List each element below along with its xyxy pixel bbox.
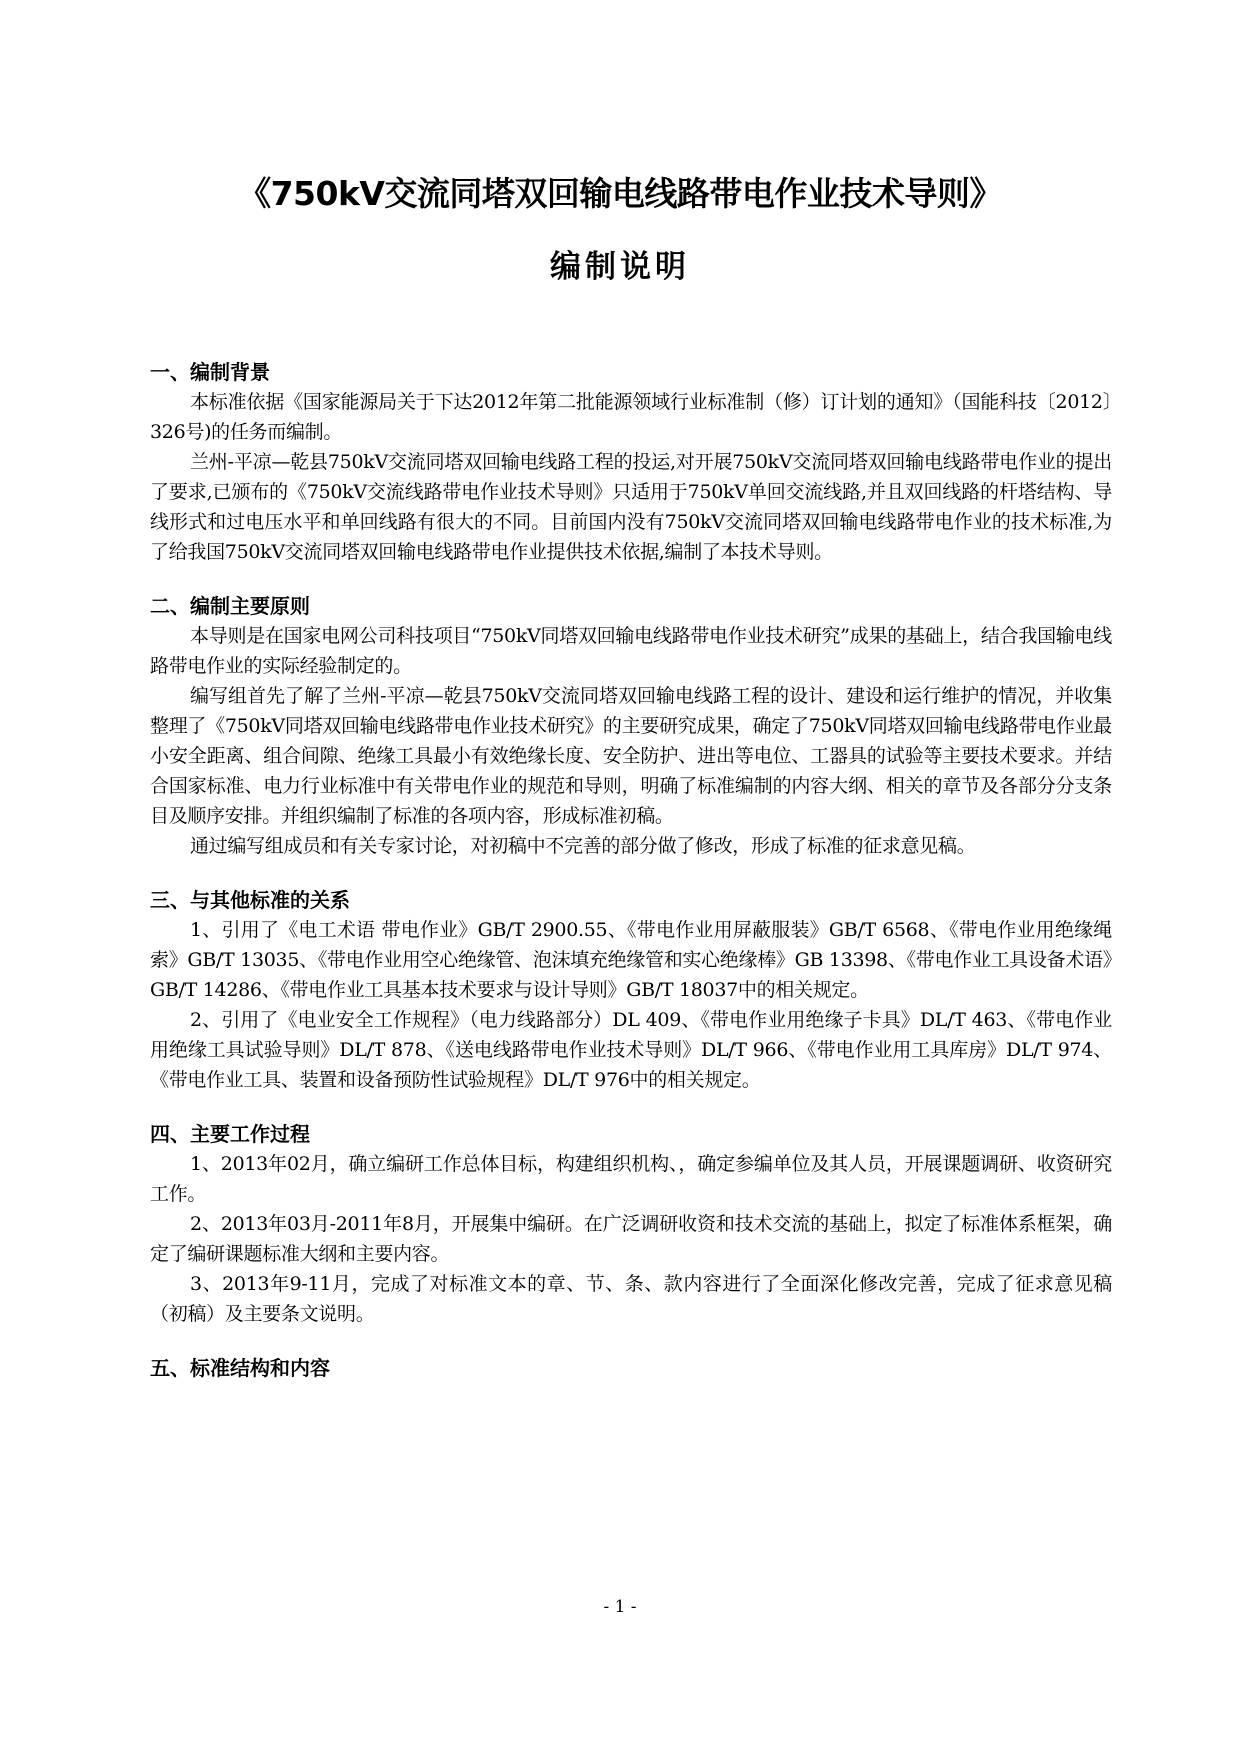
section-related-standards [150, 885, 1112, 1095]
document-body [150, 357, 1112, 1407]
paragraph: 本导则是在国家电网公司科技项目“750kV同塔双回输电线路带电作业技术研究”成果的基础上，结合我国输电线路带电作业的实际经验制定的。 [150, 625, 1112, 677]
section-heading: 四、主要工作过程 [150, 1122, 310, 1146]
document-subtitle: 编制说明 [550, 249, 690, 285]
section-heading: 一、编制背景 [150, 360, 270, 384]
paragraph: 1、2013年02月，确立编研工作总体目标，构建组织机构、，确定参编单位及其人员，开展课题调研、收资研究工作。 [150, 1153, 1112, 1205]
paragraph: 2、引用了《电业安全工作规程》（电力线路部分）DL 409、《带电作业用绝缘子卡具》DL/T 463、《带电作业用绝缘工具试验导则》DL/T 878、《送电线路带电作业技术导则》DL/T 966、《带电作业用工具库房》DL/T 974、《带电作业工具、装置和设备预防性试验规程》DL/T 976中的相关规定。 [150, 1009, 1112, 1091]
section-structure [150, 1353, 1112, 1383]
paragraph: 兰州-平凉—乾县750kV交流同塔双回输电线路工程的投运,对开展750kV交流同塔双回输电线路带电作业的提出了要求,已颁布的《750kV交流线路带电作业技术导则》只适用于750kV单回交流线路,并且双回线路的杆塔结构、导线形式和过电压水平和单回线路有很大的不同。目前国内没有750kV交流同塔双回输电线路带电作业的技术标准,为了给我国750kV交流同塔双回输电线路带电作业提供技术依据,编制了本技术导则。 [150, 451, 1112, 563]
paragraph: 本标准依据《国家能源局关于下达2012年第二批能源领域行业标准制（修）订计划的通知》（国能科技〔2012〕326号)的任务而编制。 [150, 391, 1112, 443]
page-number: - 1 - [603, 1597, 637, 1617]
section-work-process [150, 1119, 1112, 1329]
paragraph: 3、2013年9-11月，完成了对标准文本的章、节、条、款内容进行了全面深化修改完善，完成了征求意见稿（初稿）及主要条文说明。 [150, 1273, 1112, 1325]
paragraph: 1、引用了《电工术语 带电作业》GB/T 2900.55、《带电作业用屏蔽服装》GB/T 6568、《带电作业用绝缘绳索》GB/T 13035、《带电作业用空心绝缘管、泡沫填充绝缘管和实心绝缘棒》GB 13398、《带电作业工具设备术语》GB/T 14286、《带电作业工具基本技术要求与设计导则》GB/T 18037中的相关规定。 [150, 919, 1112, 1001]
section-heading: 五、标准结构和内容 [150, 1356, 330, 1380]
paragraph: 2、2013年03月-2011年8月，开展集中编研。在广泛调研收资和技术交流的基础上，拟定了标准体系框架，确定了编研课题标准大纲和主要内容。 [150, 1213, 1112, 1265]
paragraph: 通过编写组成员和有关专家讨论，对初稿中不完善的部分做了修改，形成了标准的征求意见稿。 [190, 835, 976, 857]
section-heading: 三、与其他标准的关系 [150, 888, 350, 912]
section-background [150, 357, 1112, 567]
section-principles [150, 591, 1112, 861]
document-title: 《750kV交流同塔双回输电线路带电作业技术导则》 [238, 174, 1002, 213]
section-heading: 二、编制主要原则 [150, 594, 310, 618]
paragraph: 编写组首先了解了兰州-平凉—乾县750kV交流同塔双回输电线路工程的设计、建设和运行维护的情况，并收集整理了《750kV同塔双回输电线路带电作业技术研究》的主要研究成果，确定了750kV同塔双回输电线路带电作业最小安全距离、组合间隙、绝缘工具最小有效绝缘长度、安全防护、进出等电位、工器具的试验等主要技术要求。并结合国家标准、电力行业标准中有关带电作业的规范和导则，明确了标准编制的内容大纲、相关的章节及各部分分支条目及顺序安排。并组织编制了标准的各项内容，形成标准初稿。 [150, 685, 1112, 827]
